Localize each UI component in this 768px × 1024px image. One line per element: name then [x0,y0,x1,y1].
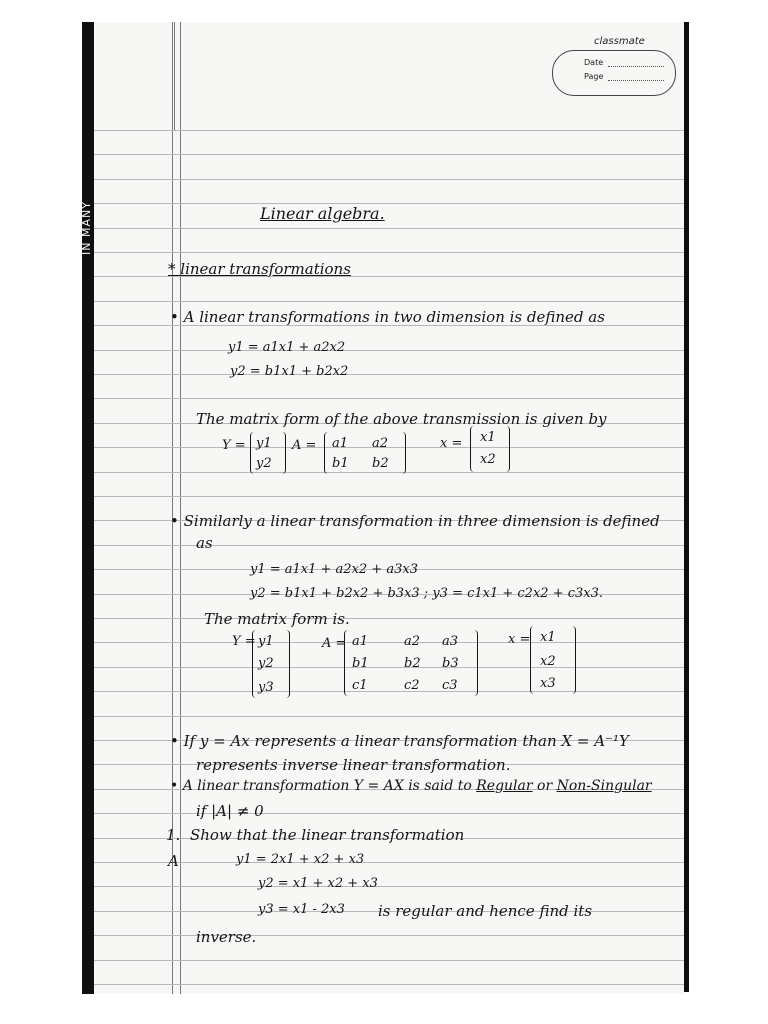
spine-label: IN MANY [80,201,93,255]
equation-2d-y2: y2 = b1x1 + b2x2 [230,364,349,379]
page-title: Linear algebra. [260,204,385,223]
regular-definition-line1 [170,778,652,794]
equation-2d-y1: y1 = a1x1 + a2x2 [228,340,346,355]
ruled-line [94,716,684,717]
page-label: Page [584,72,604,81]
matrix-y-3d-1: y2 [258,656,274,671]
matrix-x-2d-0: x1 [480,430,496,445]
ruled-line [94,886,684,887]
matrix3-x-label: x = [508,632,531,647]
ruled-line [94,862,684,863]
matrix-x-3d-0: x1 [540,630,556,645]
matrix-a-3d-20: c1 [352,678,368,693]
matrix3-y-label: Y = [232,634,256,649]
date-label: Date [584,58,604,67]
question-number: 1. [166,826,181,844]
question-tail: is regular and hence find its [378,902,593,920]
ruled-line [94,350,684,351]
matrix-a-3d-00: a1 [352,634,369,649]
equation-3d-y2-y3: y2 = b1x1 + b2x2 + b3x3 ; y3 = c1x1 + c2x2 + c3x3. [250,586,603,601]
margin-line-1 [172,22,173,994]
ruled-line [94,374,684,375]
page-line [608,80,664,81]
or-word: or [537,778,553,794]
matrix-y-3d-2: y3 [258,680,274,695]
matrix-y-2d-1: y2 [256,456,272,471]
matrix-form-label: The matrix form is. [204,610,350,628]
margin-line-2 [180,22,181,994]
regular-definition-text: • A linear transformation Y = AX is said to [170,778,472,794]
matrix-a-3d-02: a3 [442,634,459,649]
regular-definition-line2: if |A| ≠ 0 [196,802,264,820]
right-page-edge [684,22,689,992]
matrix-a-2d-11: b2 [372,456,389,471]
matrix-a-3d-12: b3 [442,656,459,671]
paragraph-3d-as: as [196,534,213,552]
question-last-line: inverse. [196,928,257,946]
ruled-line [94,154,684,155]
matrix-a-3d-10: b1 [352,656,369,671]
date-line [608,66,664,67]
brand-label: classmate [594,36,645,47]
ruled-line [94,398,684,399]
matrix-intro-text: The matrix form of the above transmission is given by [196,410,607,428]
matrix-x-label: x = [440,436,463,451]
solution-marker: A [168,852,179,870]
matrix-a-3d-11: b2 [404,656,421,671]
ruled-line [94,545,684,546]
matrix-a-3d-01: a2 [404,634,421,649]
inverse-transformation-line2: represents inverse linear transformation. [196,756,511,774]
ruled-line [94,496,684,497]
ruled-line [94,130,684,131]
ruled-line [94,935,684,936]
paragraph-3d-intro: • Similarly a linear transformation in three dimension is defined [170,512,660,530]
matrix-x-3d-1: x2 [540,654,556,669]
matrix-a-2d-00: a1 [332,436,349,451]
ruled-line [94,203,684,204]
matrix-y-label: Y = [222,438,246,453]
date-page-box [552,50,676,96]
matrix-a-3d-21: c2 [404,678,420,693]
question-eq2: y2 = x1 + x2 + x3 [258,876,378,891]
ruled-line [94,813,684,814]
question-eq3: y3 = x1 - 2x3 [258,902,345,917]
matrix-a-label: A = [292,438,317,453]
equation-3d-y1: y1 = a1x1 + a2x2 + a3x3 [250,562,418,577]
question-text: Show that the linear transformation [190,826,465,844]
classmate-logo-box [548,36,678,100]
ruled-line [94,618,684,619]
inverse-transformation-line1: • If y = Ax represents a linear transformation than X = A⁻¹Y [170,732,629,750]
ruled-line [94,984,684,985]
matrix-a-3d-22: c3 [442,678,458,693]
matrix-y-2d-0: y1 [256,436,272,451]
paragraph-2d-intro: • A linear transformations in two dimension is defined as [170,308,605,326]
ruled-line [94,301,684,302]
top-margin-line [174,22,175,130]
matrix-a-2d-10: b1 [332,456,349,471]
question-eq1: y1 = 2x1 + x2 + x3 [236,852,365,867]
matrix-x-3d-2: x3 [540,676,556,691]
ruled-line [94,960,684,961]
ruled-line [94,252,684,253]
regular-word: Regular [476,778,533,794]
section-heading: * linear transformations [168,260,351,278]
nonsingular-word: Non-Singular [556,778,652,794]
notebook-page [94,22,684,994]
matrix-y-3d-0: y1 [258,634,274,649]
ruled-line [94,228,684,229]
matrix-x-2d-1: x2 [480,452,496,467]
matrix3-a-label: A = [322,636,347,651]
ruled-line [94,179,684,180]
matrix-a-2d-01: a2 [372,436,389,451]
